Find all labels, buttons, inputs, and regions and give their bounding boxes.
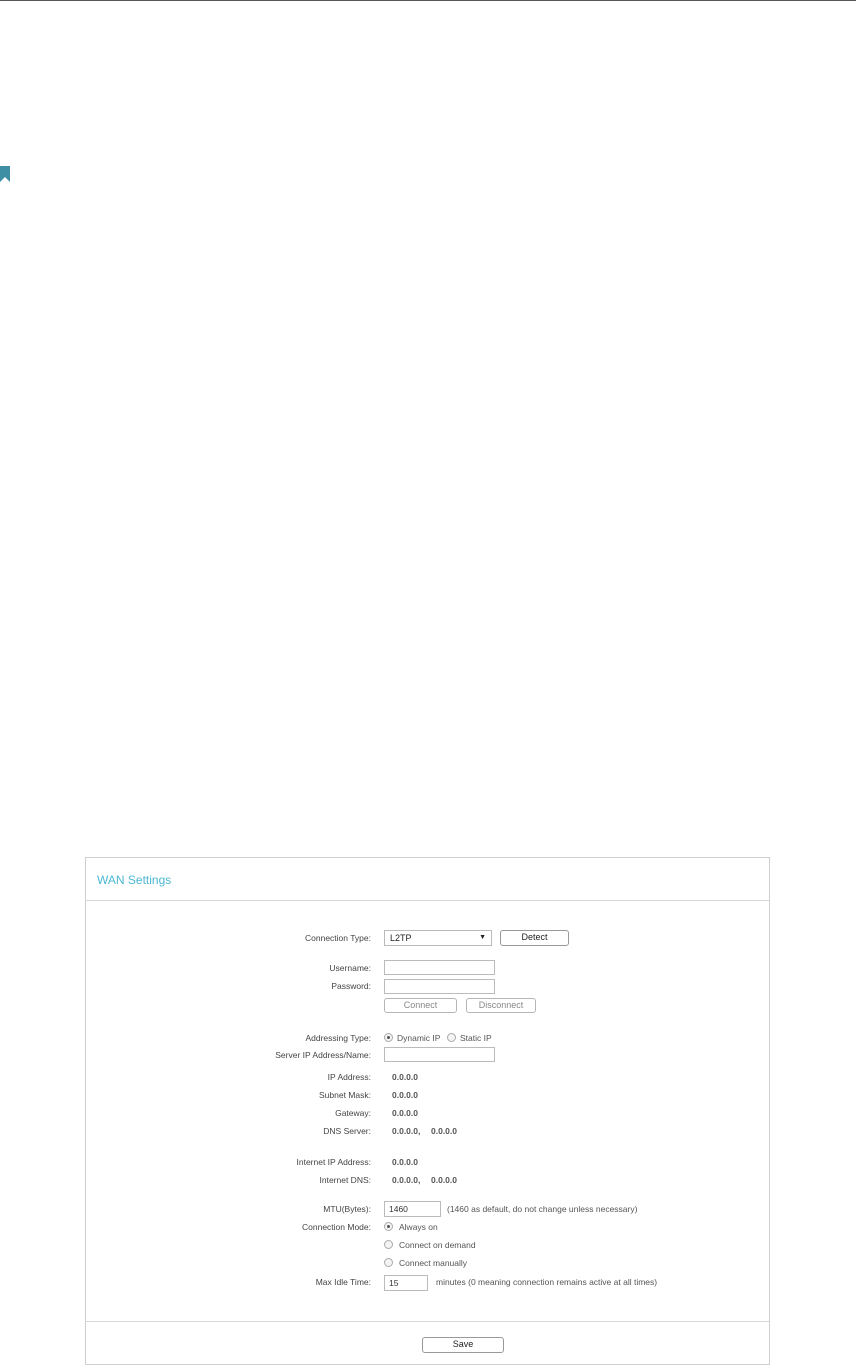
connection-type-select[interactable] bbox=[384, 930, 492, 946]
top-divider bbox=[0, 0, 856, 1]
ip-address-value: 0.0.0.0 bbox=[392, 1072, 418, 1082]
connection-type-label: Connection Type: bbox=[305, 933, 371, 943]
mtu-hint: (1460 as default, do not change unless necessary) bbox=[447, 1204, 638, 1214]
panel-footer bbox=[86, 1321, 769, 1364]
internet-ip-value: 0.0.0.0 bbox=[392, 1157, 418, 1167]
mtu-input[interactable] bbox=[384, 1201, 441, 1217]
connect-on-demand-radio[interactable] bbox=[384, 1240, 393, 1249]
internet-ip-label: Internet IP Address: bbox=[296, 1157, 371, 1167]
ip-address-label: IP Address: bbox=[327, 1072, 371, 1082]
connect-on-demand-label: Connect on demand bbox=[399, 1240, 476, 1250]
max-idle-label: Max Idle Time: bbox=[315, 1277, 371, 1287]
always-on-radio[interactable] bbox=[384, 1222, 393, 1231]
wan-settings-panel bbox=[85, 857, 770, 1365]
username-input[interactable] bbox=[384, 960, 495, 975]
dns-server-label: DNS Server: bbox=[323, 1126, 371, 1136]
max-idle-hint: minutes (0 meaning connection remains active at all times) bbox=[436, 1277, 658, 1287]
gateway-value: 0.0.0.0 bbox=[392, 1108, 418, 1118]
always-on-label: Always on bbox=[399, 1222, 438, 1232]
connection-mode-label: Connection Mode: bbox=[302, 1222, 371, 1232]
internet-dns-secondary-value: 0.0.0.0 bbox=[431, 1175, 457, 1185]
internet-dns-label: Internet DNS: bbox=[319, 1175, 371, 1185]
dns-primary-value: 0.0.0.0, bbox=[392, 1126, 421, 1136]
panel-title: WAN Settings bbox=[97, 873, 172, 887]
subnet-mask-value: 0.0.0.0 bbox=[392, 1090, 418, 1100]
dynamic-ip-radio[interactable] bbox=[384, 1033, 393, 1042]
server-address-label: Server IP Address/Name: bbox=[275, 1050, 371, 1060]
panel-header bbox=[86, 858, 769, 901]
internet-dns-primary-value: 0.0.0.0, bbox=[392, 1175, 421, 1185]
detect-button[interactable]: Detect bbox=[500, 930, 569, 946]
static-ip-label: Static IP bbox=[460, 1033, 492, 1043]
dropdown-arrow-icon: ▼ bbox=[479, 934, 486, 941]
server-address-input[interactable] bbox=[384, 1047, 495, 1062]
username-label: Username: bbox=[329, 963, 371, 973]
subnet-mask-label: Subnet Mask: bbox=[319, 1090, 371, 1100]
connection-type-value: L2TP bbox=[390, 933, 412, 943]
connect-button[interactable]: Connect bbox=[384, 998, 457, 1013]
gateway-label: Gateway: bbox=[335, 1108, 371, 1118]
addressing-type-label: Addressing Type: bbox=[305, 1033, 371, 1043]
password-label: Password: bbox=[331, 981, 371, 991]
max-idle-input[interactable] bbox=[384, 1275, 428, 1291]
connect-manually-radio[interactable] bbox=[384, 1258, 393, 1267]
dynamic-ip-label: Dynamic IP bbox=[397, 1033, 441, 1043]
password-input[interactable] bbox=[384, 979, 495, 994]
connect-manually-label: Connect manually bbox=[399, 1258, 468, 1268]
bookmark-icon bbox=[0, 166, 10, 182]
save-button[interactable]: Save bbox=[422, 1337, 504, 1353]
static-ip-radio[interactable] bbox=[447, 1033, 456, 1042]
disconnect-button[interactable]: Disconnect bbox=[466, 998, 536, 1013]
dns-secondary-value: 0.0.0.0 bbox=[431, 1126, 457, 1136]
mtu-label: MTU(Bytes): bbox=[323, 1204, 371, 1214]
